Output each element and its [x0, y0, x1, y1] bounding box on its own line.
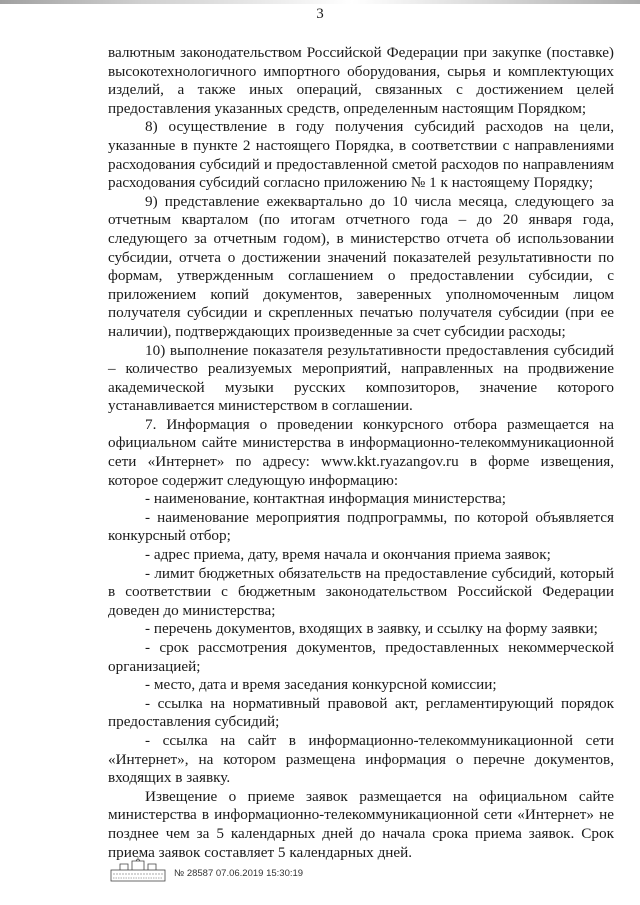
list-item: - перечень документов, входящих в заявку, и ссылку на форму заявки; [145, 620, 598, 638]
footer [110, 856, 510, 886]
list-item: - ссылка на нормативный правовой акт, регламентирующий порядок предоставления субсидий; [108, 694, 614, 731]
list-item: - адрес приема, дату, время начала и окончания приема заявок; [145, 546, 551, 564]
paragraph-continuation: валютным законодательством Российской Федерации при закупке (поставке) высокотехнологичного импортного оборудования, сырья и комплектующих изделий, а также иных операций, связанных с достижением целей предоставления указанных средств, определенным настоящим Порядком; [108, 44, 614, 117]
page-number: 3 [316, 6, 324, 22]
document-body [108, 44, 614, 862]
scan-edge [0, 0, 640, 4]
list-item: - ссылка на сайт в информационно-телекоммуникационной сети «Интернет», на котором размещена информация о перечне документов, входящих в заявку. [108, 731, 614, 787]
building-stamp-icon [110, 856, 166, 882]
paragraph-notice: Извещение о приеме заявок размещается на официальном сайте министерства в информационно-телекоммуникационной сети «Интернет» не позднее чем за 5 календарных дней до начала срока приема заявок. Срок приема заявок составляет 5 календарных дней. [108, 787, 614, 861]
paragraph-item-8: 8) осуществление в году получения субсидий расходов на цели, указанные в пункте 2 настоящего Порядка, в соответствии с направлениями расходования субсидий и предоставленной сметой расходов по направлениям расходования субсидий согласно приложению № 1 к настоящему Порядку; [108, 118, 614, 192]
paragraph-item-9: 9) представление ежеквартально до 10 числа месяца, следующего за отчетным кварталом (по итогам отчетного года – до 20 января года, следующего за отчетным годом), в министерство отчета об использовании субсидии, отчета о достижении значений показателей результативности по формам, утвержденным соглашением о предоставлении субсидии, с приложением копий документов, заверенных уполномоченным лицом получателя субсидии и скрепленных печатью получателя субсидии (при ее наличии), подтверждающих произведенные за счет субсидии расходы; [108, 192, 614, 340]
paragraph-item-10: 10) выполнение показателя результативности предоставления субсидий – количество реализуемых мероприятий, направленных на продвижение академической музыки русских композиторов, значение которого устанавливается министерством в соглашении. [108, 341, 614, 415]
list-item: - наименование мероприятия подпрограммы, по которой объявляется конкурсный отбор; [108, 508, 614, 545]
list-item: - лимит бюджетных обязательств на предоставление субсидий, который в соответствии с бюджетным законодательством Российской Федерации доведен до министерства; [108, 564, 614, 619]
list-item: - наименование, контактная информация министерства; [145, 490, 506, 508]
list-item: - место, дата и время заседания конкурсной комиссии; [145, 676, 497, 694]
paragraph-section-7: 7. Информация о проведении конкурсного отбора размещается на официальном сайте министерства в информационно-телекоммуникационной сети «Интернет» по адресу: www.kkt.ryazangov.ru в форме извещения, которое содержит следующую информацию: [108, 415, 614, 489]
list-item: - срок рассмотрения документов, предоставленных некоммерческой организацией; [108, 639, 614, 675]
document-registration-stamp: № 28587 07.06.2019 15:30:19 [174, 868, 304, 879]
